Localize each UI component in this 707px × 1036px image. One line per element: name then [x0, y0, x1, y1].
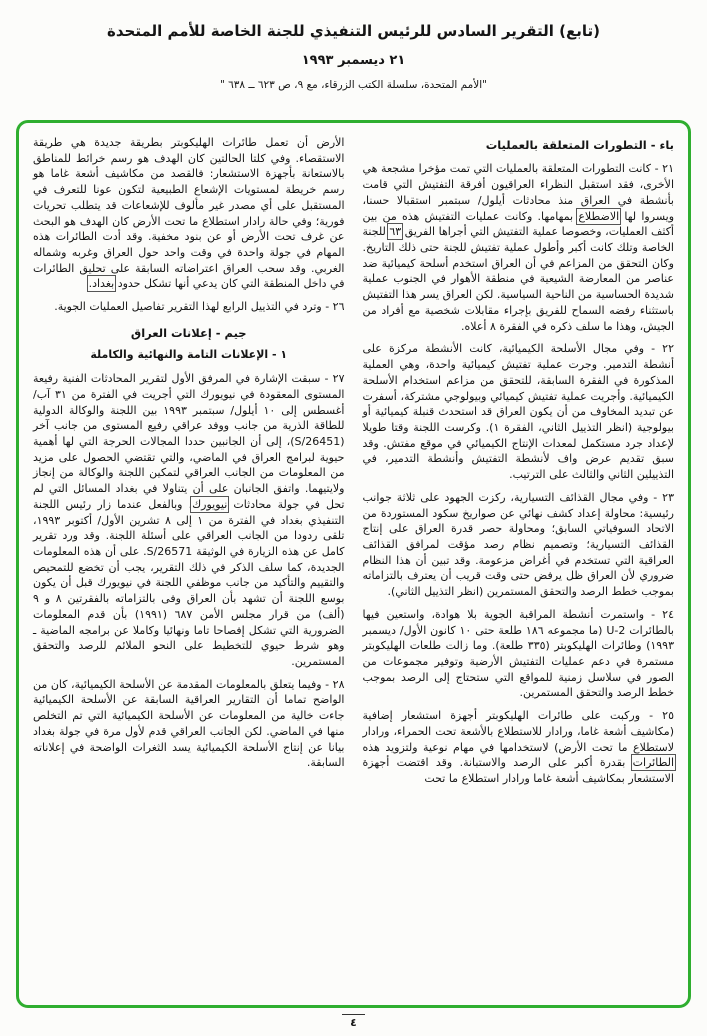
- paragraph-25-continuation: الأرض أن تعمل طائرات الهليكوبتر بطريقة جديدة هي طريقة الاستقصاء. وفي كلتا الحالتين كان الهدف هو رسم خرائط للمناطق بالاستعانة بأجهزة الاستشعار: فالقصد من مكاشيف أشعة غاما هو رسم خريطة لمستويات الإشعاع الطبيعية لتكون عونا للتعرف في المستقبل على أي مصدر غير مألوف للإشعاعات قد يتطلب تحريات فورية؛ وفي حالة رادار استطلاع ما تحت الأرض كان الهدف هو البحث عن غرف تحت الأرض أو عن بنود مخفية. وقد أدت الطائرات هذه المهام في جولة واحدة في وقت واحد حول العراق وغربه وشماله الغربي. وقد سحب العراق اعتراضاته السابقة على تحليق الطائرات في داخل المنطقة التي كان يدعي أنها تشكل حدود بغداد.: [33, 136, 345, 291]
- paragraph-23: ٢٣ - وفي مجال القذائف التسيارية، ركزت الجهود على ثلاثة جوانب رئيسية: محاولة إعداد كشف نهائي عن صواريخ سكود المستوردة من الاتحاد السوفياتي السابق؛ ومحاولة حصر قدرة العراق على إنتاج القذائف التسيارية؛ وتصميم نظام رصد مؤقت لمرافق القذائف العراقية التي تستخدم في أغراض مزعومة. وقد تبين أن هذا النظام ضروري لأن العراق ظل يرفض حتى وقت قريب أن يعترف بالتزاماته بموجب خطط الرصد والتحقق المستمرين (انظر التذييل الثاني).: [362, 490, 674, 599]
- document-source-line: "الأمم المتحدة، سلسلة الكتب الزرقاء، مع ٩، ص ٦٢٣ ــ ٦٣٨ ": [219, 79, 488, 91]
- paragraph-24: ٢٤ - واستمرت أنشطة المراقبة الجوية بلا هوادة، واستعين فيها بالطائرات U-2 (ما مجموعه ١٨٦ طلعة حتى ١٠ كانون الأول/ ديسمبر ١٩٩٣) وطائرات الهليكوبتر (٣٣٥ طلعة). وما زالت طلعات الهليكوبتر مستمرة في دعم عمليات التفتيش الأرضية وتوفير مجموعات من الصور في سلاسل زمنية للمواقع التي ستحتاج إلى الرصد بموجب خطط الرصد والتحقق المستمرين.: [362, 607, 674, 700]
- paragraph-28: ٢٨ - وفيما يتعلق بالمعلومات المقدمة عن الأسلحة الكيميائية، كان من الواضح تماما أن التقارير العراقية السابقة عن الأسلحة الكيميائية جاءت خالية من المعلومات عن الأسلحة الكيميائية التي تم التخلص منها في الماضي. لكن الجانب العراقي قدم لأول مرة في جولة بغداد بيانا عن إنتاج الأسلحة الكيميائية يسد الثغرات الواضحة في إعلاناته السابقة.: [33, 677, 345, 770]
- boxed-word: بغداد.: [88, 277, 115, 291]
- boxed-word: ٦٣: [389, 225, 402, 239]
- column-right: [363, 135, 675, 993]
- two-column-text: [33, 135, 674, 993]
- paragraph-21: ٢١ - كانت التطورات المتعلقة بالعمليات التي تمت مؤخرا مشجعة هي الأخرى، فقد استقبل النظراء العراقيون أفرقة التفتيش التي قامت بأنشطة في العراق منذ محادثات أيلول/ سبتمبر استقبالا حسنا، ويسروا لها الاضطلاع بمهامها. وكانت عمليات التفتيش هذه من بين أكثف العمليات، وخصوصا عملية التفتيش التي أجراها الفريق ٦٣ للجنة الخاصة وتلك كانت أكبر وأطول عملية تفتيش للجنة حتى ذلك التاريخ. وكان التحقق من المزاعم في أن العراق استخدم أسلحة كيميائية ضد عناصر من المعارضة الشيعية في منطقة الأهوار في الجنوب عملية شديدة الحساسية من الناحية السياسية. لكن العراق يسر هذا التفتيش باستثناء رفضه السماح للفريق بإجراء مقابلات شخصية مع أفراد من الجيش، وهذا ما سلف ذكره في الفقرة ٨ أعلاه.: [362, 162, 675, 333]
- document-header: [0, 0, 707, 91]
- subsection-heading-1: ١ - الإعلانات التامة والنهائية والكاملة: [90, 348, 288, 362]
- section-heading-b: باء - التطورات المتعلقة بالعمليات: [485, 138, 674, 152]
- section-heading-c: جيم - إعلانات العراق: [130, 325, 247, 340]
- page-number: ٤: [342, 1014, 365, 1029]
- boxed-word: الاضطلاع: [578, 209, 620, 223]
- document-title: (تابع) التقرير السادس للرئيس التنفيذي للجنة الخاصة للأمم المتحدة: [106, 22, 601, 40]
- paragraph-22: ٢٢ - وفي مجال الأسلحة الكيميائية، كانت الأنشطة مركزة على أنشطة التدمير. وجرت عملية تفتيش كيميائية واحدة، وهي العملية المذكورة في الفقرة السابقة، للتحقق من مزاعم استخدام الأسلحة الكيميائية. وأجريت عملية تفتيش كيميائي وبيولوجي مشتركة، أسفرت عن تبديد المخاوف من أن يكون العراق قد استحدث قنبلة كيميائية أو بيولوجية (انظر التذييل الثاني، الفقرة ١). وكرست اللجنة وقتا طويلا لإعداد جرد مستكمل لمعدات الإنتاج الكيميائي في موقع مفتش. وقد سبق تقديم عرض واف لأنشطة التفتيش وأنشطة التدمير، في التذييلين الثاني والثالث على الترتيب.: [362, 342, 674, 482]
- green-border-frame: [16, 120, 691, 1008]
- document-date: ٢١ ديسمبر ١٩٩٣: [301, 53, 406, 68]
- boxed-word: الطائرات: [632, 756, 674, 770]
- boxed-word: نيويورك: [192, 497, 228, 511]
- paragraph-27: ٢٧ - سبقت الإشارة في المرفق الأول لتقرير المحادثات الفنية رفيعة المستوى المعقودة في نيويورك التي أجريت في الفترة من ٣١ آب/ أغسطس إلى ١٠ أيلول/ سبتمبر ١٩٩٣ بين اللجنة والوكالة الدولية للطاقة الذرية من جانب ووفد عراقي رفيع المستوى من جانب آخر (S/26451)، إلى أن الجانبين حددا المجالات الحرجة التي لها أهمية حيوية لبرامج العراق في الماضي، والتي تقتضي الحصول على مزيد من المعلومات من الجانب العراقي لتمكين اللجنة والوكالة من إنجاز ولايتيهما. واتفق الجانبان على أن يتناولا في بغداد المسائل التي لم تحل في جولة محادثات نيويورك. وبالفعل عندما زار رئيس اللجنة التنفيذي بغداد في الفترة من ١ إلى ٨ تشرين الأول/ أكتوبر ١٩٩٣، تلقى ردودا من الجانب العراقي على أسئلة اللجنة. وقد ورد تقرير كامل عن هذه الزيارة في الوثيقة S/26571. على أن هذه المعلومات الجديدة، كما سلف الذكر في ذلك التقرير، يجب أن تخضع للتمحيص والتقييم والتأكيد من جانب موظفي اللجنة في نيويورك قبل أن يكون بوسع اللجنة أن تشهد بأن العراق وفى بالتزاماته بالفقرتين ٨ و ٩ (ألف) من قرار مجلس الأمن ٦٨٧ (١٩٩١) بأن قدم المعلومات الضرورية التي تشكل إفصاحا تاما ونهائيا وكاملا عن برامجه الماضية ـ وهو شرط حيوي للتخطيط على النحو الملائم للرصد والتحقق المستمرين.: [33, 372, 345, 668]
- paragraph-26: ٢٦ - وترد في التذييل الرابع لهذا التقرير تفاصيل العمليات الجوية.: [54, 300, 345, 314]
- paragraph-25: ٢٥ - وركبت على طائرات الهليكوبتر أجهزة استشعار إضافية (مكاشيف أشعة غاما، ورادار للاستطلاع بالأشعة تحت الحمراء، ورادار لاستطلاع ما تحت الأرض) لاستخدامها في مهام نوعية ولتزويد هذه الطائرات بقدرة أكبر على الرصد والاستبانة. وقد اقتضت أجهزة الاستشعار بمكاشيف أشعة غاما ورادار استطلاع ما تحت: [362, 709, 674, 786]
- column-left: [33, 135, 345, 993]
- document-footer: [0, 1014, 707, 1029]
